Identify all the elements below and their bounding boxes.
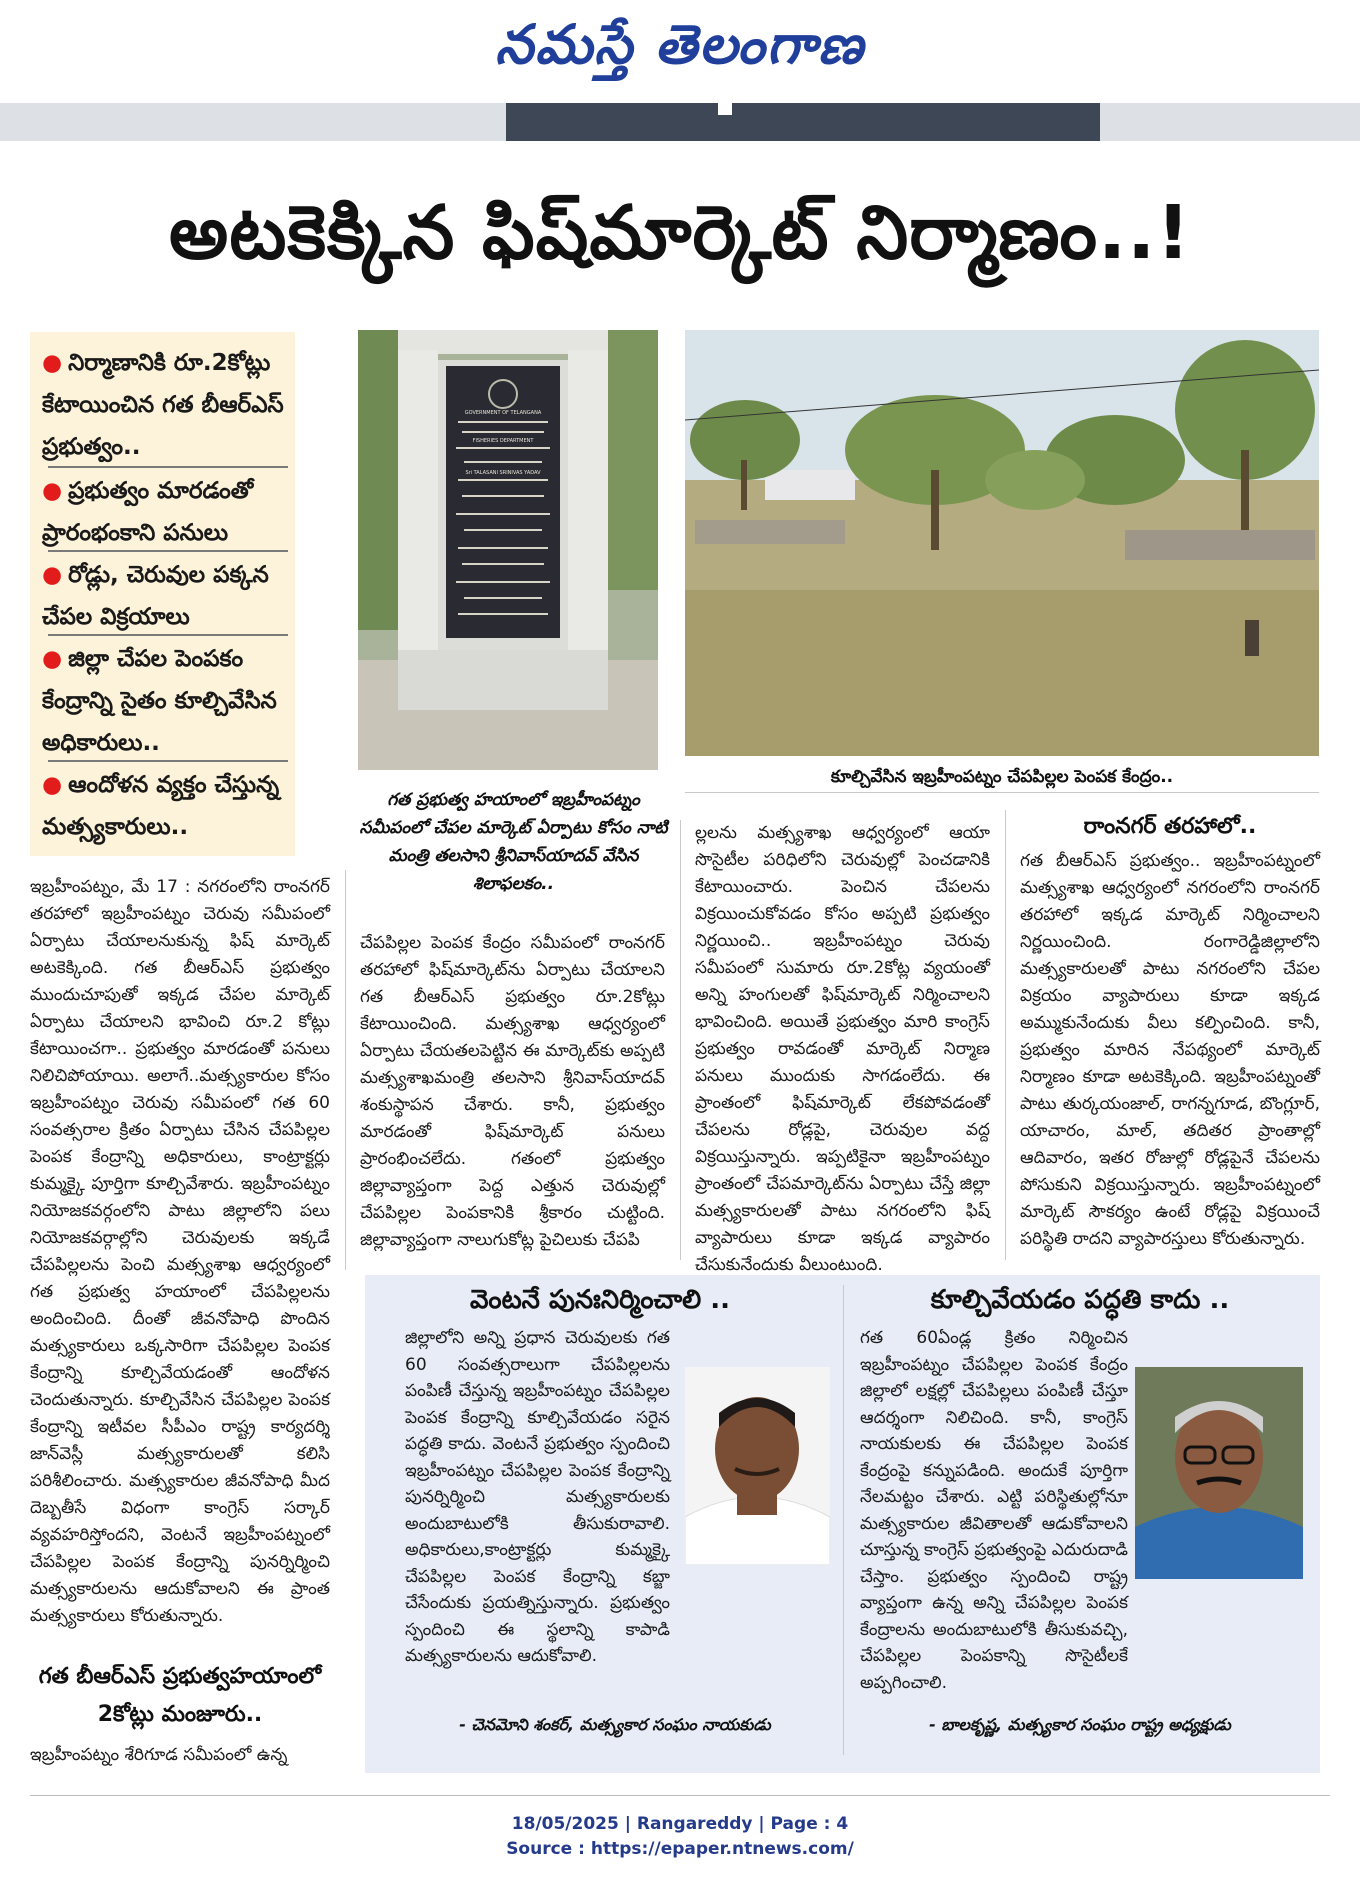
header-band (0, 103, 1360, 141)
site-caption: కూల్చివేసిన ఇబ్రహీంపట్నం చేపపిల్లల పెంపక కేంద్రం.. (830, 767, 1174, 787)
highlight-item (42, 342, 292, 468)
quote-signature: - బాలకృష్ణ, మత్స్యకార సంఘం రాష్ట్ర అధ్యక్షుడు (929, 1715, 1231, 1734)
highlight-item (42, 638, 292, 764)
bullet-dot-icon: ● (42, 350, 63, 376)
quotes-box (365, 1275, 1320, 1773)
footer-source: Source : https://epaper.ntnews.com/ (506, 1839, 854, 1859)
quote-portrait (1135, 1367, 1303, 1579)
bullet-dot-icon: ● (42, 478, 63, 504)
article-subhead: గత బీఆర్ఎస్ ప్రభుత్వహయాంలో 2కోట్లు మంజూరు.. (38, 1664, 322, 1727)
footer-date-edition: 18/05/2025 | Rangareddy | Page : 4 (511, 1814, 849, 1834)
highlight-divider (48, 634, 288, 636)
quote-title: కూల్చివేయడం పద్ధతి కాదు .. (930, 1285, 1230, 1315)
article-column-2: చేపపిల్లల పెంపక కేంద్రం సమీపంలో రాంనగర్ తరహాలో ఫిష్‌మార్కెట్‌ను ఏర్పాటు చేయాలని గత బీఆర్ఎస్ ప్రభుత్వం రూ.2కోట్లు కేటాయించింది. మత్స్యశాఖ ఆధ్వర్యంలో ఏర్పాటు చేయతలపెట్టిన ఈ మార్కెట్‌కు అప్పటి మత్స్యశాఖమంత్రి తలసాని శ్రీనివాస్‌యాదవ్ శంకుస్థాపన చేశారు. కానీ, ప్రభుత్వం మారడంతో ఫిష్‌మార్కెట్ పనులు ప్రారంభించలేదు. గతంలో ప్రభుత్వం జిల్లావ్యాప్తంగా పెద్ద ఎత్తున చెరువుల్లో చేపపిల్లల పెంపకానికి శ్రీకారం చుట్టింది. జిల్లావ్యాప్తంగా నాలుగుకోట్ల పైచిలుకు చేపపి (360, 933, 665, 1250)
masthead (0, 0, 1360, 100)
highlight-text: జిల్లా చేపల పెంపకం కేంద్రాన్ని సైతం కూల్చివేసిన అధికారులు.. (42, 646, 277, 756)
quote-body: గత 60ఏండ్ల క్రితం నిర్మించిన ఇబ్రహీంపట్నం చేపపిల్లల పెంపక కేంద్రం జిల్లాలో లక్షల్లో చేపపిల్లలు పంపిణీ చేస్తూ ఆదర్శంగా నిలిచింది. కానీ, కాంగ్రెస్ నాయకులకు ఈ చేపపిల్లల పెంపక కేంద్రంపై కన్నుపడింది. అందుకే పూర్తిగా నేలమట్టం చేశారు. ఎట్టి పరిస్థితుల్లోనూ మత్స్యకారుల జీవితాలతో ఆడుకోవాలని చూస్తున్న కాంగ్రెస్ ప్రభుత్వంపై ఎదురుదాడి చేస్తాం. ప్రభుత్వం స్పందించి రాష్ట్ర వ్యాప్తంగా ఉన్న అన్ని చేపపిల్లల పెంపక కేంద్రాలను అందుబాటులోకి తీసుకువచ్చి, చేపపిల్లల పెంపకాన్ని సొసైటీలకే అప్పగించాలి. (860, 1328, 1128, 1693)
headline: అటకెక్కిన ఫిష్‌మార్కెట్ నిర్మాణం..! (169, 190, 1191, 276)
caption-rule (685, 792, 1319, 793)
highlight-text: ప్రభుత్వం మారడంతో ప్రారంభంకాని పనులు (42, 478, 254, 546)
highlight-divider (48, 760, 288, 762)
plaque-line: GOVERNMENT OF TELANGANA (464, 410, 542, 416)
site-illustration (685, 330, 1319, 756)
column-divider (345, 870, 346, 1270)
article-column-1: ఇబ్రహీంపట్నం, మే 17 : నగరంలోని రాంనగర్ తరహాలో ఇబ్రహీంపట్నం చెరువు సమీపంలో ఏర్పాటు చేయాలనుకున్న ఫిష్ మార్కెట్ అటకెక్కింది. గత బీఆర్ఎస్ ప్రభుత్వం ముందుచూపుతో ఇక్కడ చేపల మార్కెట్ ఏర్పాటు చేయాలని భావించి రూ.2 కోట్లు కేటాయించగా.. ప్రభుత్వం మారడంతో పనులు నిలిచిపోయాయి. అలాగే..మత్స్యకారుల కోసం ఇబ్రహీంపట్నం చెరువు సమీపంలో గత 60 సంవత్సరాల క్రితం ఏర్పాటు చేసిన చేపపిల్లల పెంపక కేంద్రాన్ని అధికారులు, కాంట్రాక్టర్లు కుమ్మక్కై పూర్తిగా కూల్చివేశారు. ఇబ్రహీంపట్నం నియోజకవర్గంలోని పాటు జిల్లాలోని పలు నియోజకవర్గాల్లోని చెరువులకు ఇక్కడే చేపపిల్లలను పెంచి మత్స్యశాఖ ఆధ్వర్యంలో గత ప్రభుత్వ హయాంలో చేపపిల్లలను అందించింది. దీంతో జీవనోపాధి పొందిన మత్స్యకారులు ఒక్కసారిగా చేపపిల్లల పెంపక కేంద్రాన్ని కూల్చివేయడంతో ఆందోళన చెందుతున్నారు. కూల్చివేసిన చేపపిల్లల పెంపక కేంద్రాన్ని ఇటీవల సీపీఎం రాష్ట్ర కార్యదర్శి జాన్‌వెస్లీ మత్స్యకారులతో కలిసి పరిశీలించారు. మత్స్యకారుల జీవనోపాధి మీద దెబ్బతీసే విధంగా కాంగ్రెస్ సర్కార్ వ్యవహరిస్తోందని, వెంటనే ఇబ్రహీంపట్నంలో చేపపిల్లల పెంపక కేంద్రాన్ని పునర్నిర్మించి మత్స్యకారులను ఆదుకోవాలని ఈ ప్రాంత మత్స్యకారులు కోరుతున్నారు. (30, 877, 330, 1626)
quote-body: జిల్లాలోని అన్ని ప్రధాన చెరువులకు గత 60 సంవత్సరాలుగా చేపపిల్లలను పంపిణీ చేస్తున్న ఇబ్రహీంపట్నం చేపపిల్లల పెంపక కేంద్రాన్ని కూల్చివేయడం సరైన పద్ధతి కాదు. వెంటనే ప్రభుత్వం స్పందించి ఇబ్రహీంపట్నం చేపపిల్లల పెంపక కేంద్రాన్ని పునర్నిర్మించి మత్స్యకారులకు అందుబాటులోకి తీసుకురావాలి. అధికారులు,కాంట్రాక్టర్లు కుమ్మక్కై చేపపిల్లల పెంపక కేంద్రాన్ని కబ్జా చేసేందుకు ప్రయత్నిస్తున్నారు. ప్రభుత్వం స్పందించి ఈ స్థలాన్ని కాపాడి మత్స్యకారులను ఆదుకోవాలి. (405, 1328, 670, 1666)
person-portrait-icon (685, 1367, 830, 1565)
highlights-box (30, 332, 295, 856)
highlight-item (42, 470, 292, 554)
quote-portrait (685, 1367, 830, 1565)
highlight-text: ఆందోళన వ్యక్తం చేస్తున్న మత్స్యకారులు.. (42, 772, 280, 840)
section-mark (718, 103, 732, 115)
highlight-item (42, 764, 292, 848)
bullet-dot-icon: ● (42, 646, 63, 672)
highlight-text: నిర్మాణానికి రూ.2కోట్లు కేటాయించిన గత బీఆర్ఎస్ ప్రభుత్వం.. (42, 350, 284, 460)
plaque-line: Sri TALASANI SRINIVAS YADAV (465, 470, 541, 476)
highlight-item (42, 554, 292, 638)
quote-signature: - చెనమోని శంకర్, మత్స్యకార సంఘం నాయకుడు (459, 1715, 771, 1734)
article-column-1-tail: ఇబ్రహీంపట్నం శేరిగూడ సమీపంలో ఉన్న (30, 1745, 288, 1765)
quote-title: వెంటనే పునఃనిర్మించాలి .. (469, 1285, 731, 1315)
bullet-dot-icon: ● (42, 562, 63, 588)
site-photo (685, 330, 1319, 756)
highlight-text: రోడ్లు, చెరువుల పక్కన చేపల విక్రయాలు (42, 562, 269, 630)
section-tab (506, 103, 1100, 141)
footer (0, 1812, 1360, 1862)
highlight-divider (48, 466, 288, 468)
column-divider (680, 820, 681, 1260)
highlight-divider (48, 550, 288, 552)
plaque-illustration (358, 330, 658, 770)
article-subhead: రాంనగర్ తరహాలో.. (1083, 814, 1257, 839)
quote-divider (843, 1285, 844, 1755)
person-portrait-icon (1135, 1367, 1303, 1579)
footer-rule (30, 1795, 1330, 1796)
plaque-photo (358, 330, 658, 770)
article-column-4: గత బీఆర్ఎస్ ప్రభుత్వం.. ఇబ్రహీంపట్నంలో మత్స్యశాఖ ఆధ్వర్యంలో నగరంలోని రాంనగర్ తరహాలో ఇక్కడ మార్కెట్ నిర్మించాలని నిర్ణయించింది. రంగారెడ్డిజిల్లాలోని మత్స్యకారులతో పాటు నగరంలోని చేపల విక్రయం వ్యాపారులు కూడా ఇక్కడ అమ్ముకునేందుకు వీలు కల్పించింది. కానీ, ప్రభుత్వం మారిన నేపథ్యంలో మార్కెట్ నిర్మాణం కూడా అటకెక్కింది. ఇబ్రహీంపట్నంతో పాటు తుర్కయంజాల్, రాగన్నగూడ, బొంగ్లూర్, యాచారం, మాల్, తదితర ప్రాంతాల్లో ఆదివారం, ఇతర రోజుల్లో రోడ్లపైనే చేపలను పోసుకుని విక్రయిస్తున్నారు. ఇబ్రహీంపట్నంలో మార్కెట్ సౌకర్యం ఉంటే రోడ్లపై విక్రయించే పరిస్థితి రాదని వ్యాపారస్తులు కోరుతున్నారు. (1020, 851, 1320, 1249)
column-divider (1005, 810, 1006, 1260)
plaque-caption: గత ప్రభుత్వ హయాంలో ఇబ్రహీంపట్నం సమీపంలో చేపల మార్కెట్ ఏర్పాటు కోసం నాటి మంత్రి తలసాని శ్రీనివాస్‌యాదవ్ వేసిన శిలాఫలకం.. (359, 790, 668, 894)
bullet-dot-icon: ● (42, 772, 63, 798)
article-column-3: ల్లలను మత్స్యశాఖ ఆధ్వర్యంలో ఆయా సొసైటీల పరిధిలోని చెరువుల్లో పెంచడానికి కేటాయించారు. పెంచిన చేపలను విక్రయించుకోవడం కోసం అప్పటి ప్రభుత్వం నిర్ణయించి.. ఇబ్రహీంపట్నం చెరువు సమీపంలో సుమారు రూ.2కోట్ల వ్యయంతో అన్ని హంగులతో ఫిష్‌మార్కెట్ నిర్మించాలని భావించింది. అయితే ప్రభుత్వం మారి కాంగ్రెస్ ప్రభుత్వం రావడంతో మార్కెట్ నిర్మాణ పనులు ముందుకు సాగడంలేదు. ఈ ప్రాంతంలో ఫిష్‌మార్కెట్ లేకపోవడంతో చేపలను రోడ్లపై, చెరువుల వద్ద విక్రయిస్తున్నారు. ఇప్పటికైనా ఇబ్రహీంపట్నం ప్రాంతంలో చేపమార్కెట్‌ను ఏర్పాటు చేస్తే జిల్లా మత్స్యకారులతో పాటు నగరంలోని ఫిష్ వ్యాపారులు కూడా ఇక్కడ వ్యాపారం చేసుకునేందుకు వీలుంటుంది. (695, 823, 990, 1275)
newspaper-logo: నమస్తే తెలంగాణ (495, 12, 865, 76)
plaque-line: FISHERIES DEPARTMENT (472, 438, 534, 444)
